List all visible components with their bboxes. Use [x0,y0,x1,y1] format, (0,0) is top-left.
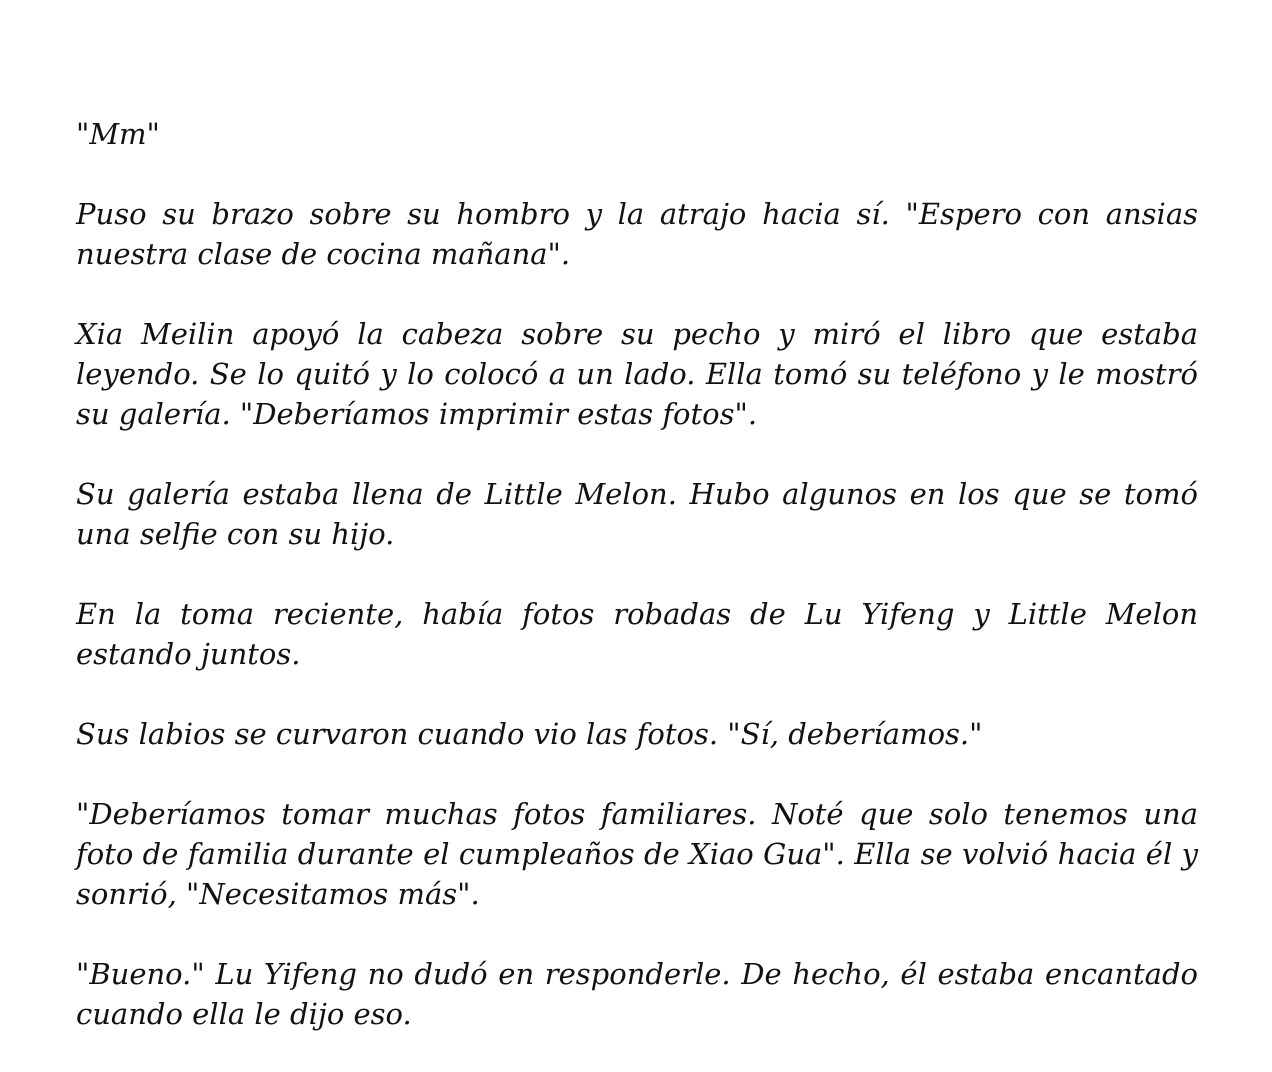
paragraph-7: "Deberíamos tomar muchas fotos familiares. Noté que solo tenemos una foto de familia durante el cumpleaños de Xiao Gua". Ella se volvió hacia él y sonrió, "Necesitamos más". [76,797,1198,911]
paragraph-4: Su galería estaba llena de Little Melon. Hubo algunos en los que se tomó una selfie con su hijo. [76,477,1198,551]
paragraph-5: En la toma reciente, había fotos robadas de Lu Yifeng y Little Melon estando juntos. [76,597,1198,671]
paragraph-1: "Mm" [76,117,160,151]
paragraph-2: Puso su brazo sobre su hombro y la atrajo hacia sí. "Espero con ansias nuestra clase de cocina mañana". [76,197,1198,271]
paragraph-3: Xia Meilin apoyó la cabeza sobre su pecho y miró el libro que estaba leyendo. Se lo quitó y lo colocó a un lado. Ella tomó su teléfono y le mostró su galería. "Deberíamos imprimir estas fotos". [76,317,1198,431]
document-body [76,114,1198,1034]
paragraph-8: "Bueno." Lu Yifeng no dudó en responderle. De hecho, él estaba encantado cuando ella le dijo eso. [76,957,1198,1031]
paragraph-6: Sus labios se curvaron cuando vio las fotos. "Sí, deberíamos." [76,717,983,751]
